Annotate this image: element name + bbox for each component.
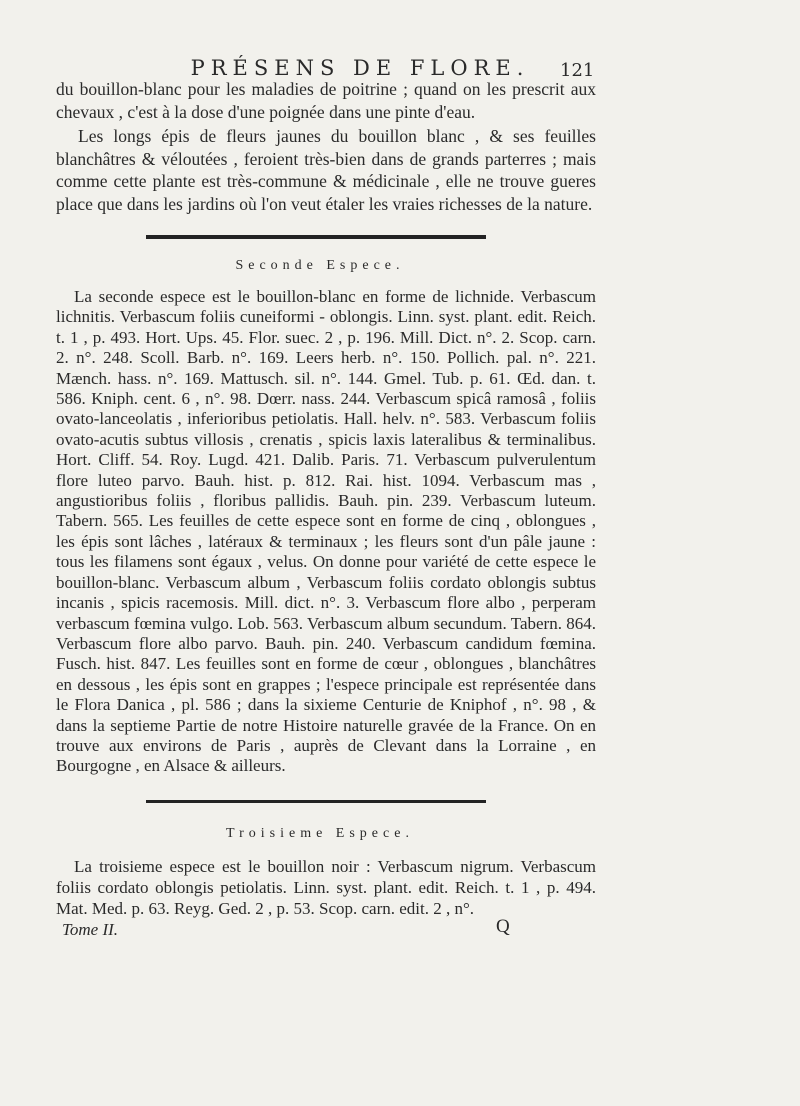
- running-header: PRÉSENS DE FLORE.: [190, 56, 530, 80]
- volume-label: Tome II.: [62, 920, 119, 939]
- paragraph-bouillon-blanc: Les longs épis de fleurs jaunes du bouillon blanc , & ses feuilles blanchâtres & véloutées , feroient très-bien dans de grands parterres ; mais comme cette plante est très-commune & médicinale , elle ne trouve gueres place que dans les jardins où l'on veut étaler les vraies richesses de la nature.: [56, 126, 596, 214]
- section-body-troisieme-espece: La troisieme espece est le bouillon noir : Verbascum nigrum. Verbascum foliis cordato oblongis petiolatis. Linn. syst. plant. edit. Reich. t. 1 , p. 494. Mat. Med. p. 63. Reyg. Ged. 2 , p. 53. Scop. carn. edit. 2 , n°.: [56, 857, 596, 918]
- page-number: 121: [560, 60, 595, 81]
- paragraph-continuation: du bouillon-blanc pour les maladies de poitrine ; quand on les prescrit aux chevaux , c'est à la dose d'une poignée dans une pinte d'eau.: [56, 79, 596, 122]
- section-body-seconde-espece: La seconde espece est le bouillon-blanc en forme de lichnide. Verbascum lichnitis. Verbascum foliis cuneiformi - oblongis. Linn. syst. plant. edit. Reich. t. 1 , p. 493. Hort. Ups. 45. Flor. suec. 2 , p. 196. Mill. Dict. n°. 2. Scop. carn. 2. n°. 248. Scoll. Barb. n°. 169. Leers herb. n°. 150. Pollich. pal. n°. 221. Mænch. hass. n°. 169. Mattusch. sil. n°. 144. Gmel. Tub. p. 61. Œd. dan. t. 586. Kniph. cent. 6 , n°. 98. Dœrr. nass. 244. Verbascum spicâ ramosâ , foliis ovato-lanceolatis , inferioribus petiolatis. Hall. helv. n°. 583. Verbascum foliis ovato-acutis subtus villosis , crenatis , spicis laxis lateralibus & terminalibus. Hort. Cliff. 54. Roy. Lugd. 421. Dalib. Paris. 71. Verbascum pulverulentum flore luteo parvo. Bauh. hist. p. 812. Rai. hist. 1094. Verbascum mas , angustioribus foliis , floribus pallidis. Bauh. pin. 239. Verbascum luteum. Tabern. 565. Les feuilles de cette espece sont en forme de cinq , oblongues , les épis sont lâches , latéraux & terminaux ; les fleurs sont d'un pâle jaune : tous les filamens sont égaux , velus. On donne pour variété de cette espece le bouillon-blanc. Verbascum album , Verbascum foliis cordato oblongis subtus incanis , spicis racemosis. Mill. dict. n°. 3. Verbascum flore albo , perperam verbascum fœmina vulgo. Lob. 563. Verbascum album secundum. Tabern. 864. Verbascum flore albo parvo. Bauh. pin. 240. Verbascum candidum fœmina. Fusch. hist. 847. Les feuilles sont en forme de cœur , oblongues , blanchâtres en dessous , les épis sont en grappes ; l'espece principale est représentée dans le Flora Danica , pl. 586 ; dans la sixieme Centurie de Kniphof , n°. 98 , & dans la septieme Partie de notre Histoire naturelle gravée de la France. On en trouve aux environs de Paris , auprès de Clevant dans la Lorraine , en Bourgogne , en Alsace & ailleurs.: [56, 287, 596, 776]
- signature-mark: Q: [496, 916, 510, 937]
- section-heading-seconde-espece: Seconde Espece.: [235, 258, 405, 273]
- section-heading-troisieme-espece: Troisieme Espece.: [226, 826, 414, 841]
- section-divider: [146, 800, 486, 803]
- section-divider: [146, 235, 486, 239]
